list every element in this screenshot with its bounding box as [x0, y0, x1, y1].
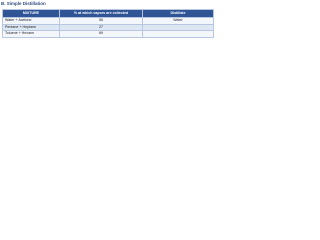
- cell-distillate: [143, 31, 214, 38]
- cell-percent: 56: [60, 18, 143, 25]
- table-row: [3, 18, 214, 25]
- header-percent: % at which vapors are collected: [60, 10, 143, 18]
- table-row: [3, 24, 214, 31]
- header-mixture: MIXTURE: [3, 10, 60, 18]
- table-header-row: [3, 10, 214, 18]
- cell-percent: 69: [60, 31, 143, 38]
- section-title: B. Simple Distillation: [1, 1, 46, 6]
- distillation-table: [2, 9, 214, 38]
- cell-distillate: [143, 24, 214, 31]
- header-distillate: Distillate: [143, 10, 214, 18]
- cell-percent: 27: [60, 24, 143, 31]
- cell-mixture: Pentane + Heptane: [3, 24, 60, 31]
- cell-mixture: Toluene + Hexane: [3, 31, 60, 38]
- cell-distillate: Water: [143, 18, 214, 25]
- cell-mixture: Water + Acetone: [3, 18, 60, 25]
- table-row: [3, 31, 214, 38]
